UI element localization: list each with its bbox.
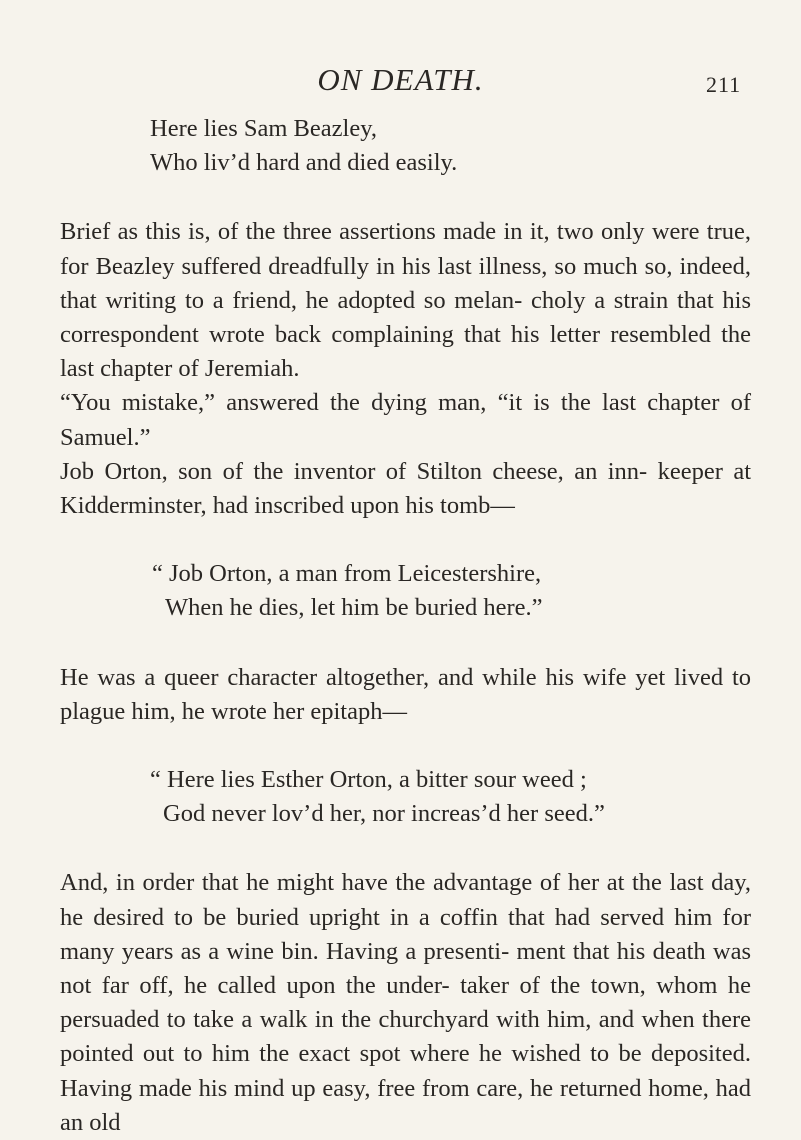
epitaph-job-orton: [60, 557, 751, 625]
verse-line: “ Job Orton, a man from Leicestershire,: [152, 560, 542, 588]
verse-line: When he dies, let him be buried here.”: [165, 594, 543, 622]
epitaph-esther-orton: [60, 763, 751, 831]
running-title: ON DEATH.: [317, 62, 484, 97]
verse-line: God never lov’d her, nor increas’d her seed.”: [163, 800, 605, 828]
body-text: [60, 112, 751, 1140]
paragraph-text: “You mistake,” answered the dying man, “it is the last chapter of Samuel.”: [60, 389, 751, 451]
paragraph: He was a queer character altogether, and while his wife yet lived to plague him, he wrote her epitaph—: [60, 663, 751, 725]
paragraph: [60, 386, 751, 454]
verse-line: Who liv’d hard and died easily.: [150, 149, 458, 177]
page-header: [0, 62, 801, 102]
paragraph: Brief as this is, of the three assertions made in it, two only were true, for Beazley suffered dreadfully in his last illness, so much so, indeed, that writing to a friend, he adopted so melan- choly a strain that his correspondent wrote back complaining that his letter resembled the last chapter of Jeremiah.: [60, 218, 751, 383]
verse-line: “ Here lies Esther Orton, a bitter sour weed ;: [150, 766, 587, 794]
paragraph: Job Orton, son of the inventor of Stilton cheese, an inn- keeper at Kidderminster, had inscribed upon his tomb—: [60, 457, 751, 520]
epitaph-beazley: [60, 112, 751, 180]
verse-line: Here lies Sam Beazley,: [150, 115, 377, 142]
paragraph: And, in order that he might have the advantage of her at the last day, he desired to be buried upright in a coffin that had served him for many years as a wine bin. Having a presenti- ment that his death was not far off, he called upon the under- taker of the town, whom he persuaded to take a walk in the churchyard with him, and when there pointed out to him the exact spot where he wished to be deposited. Having made his mind up easy, free from care, he returned home, had an old: [60, 869, 751, 1136]
page-number: 211: [706, 72, 742, 97]
